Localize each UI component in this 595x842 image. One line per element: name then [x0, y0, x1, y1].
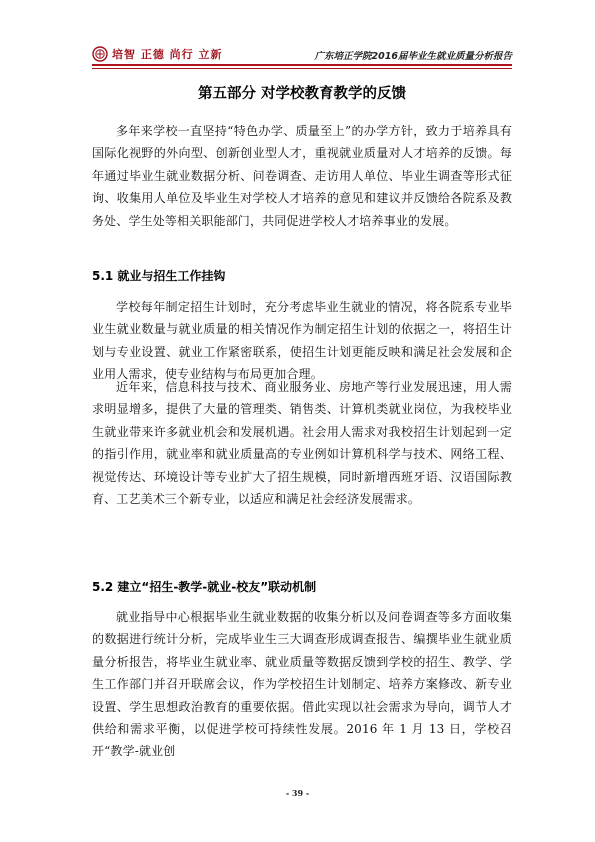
page-number: - 39 - — [285, 788, 310, 798]
section-heading-5-2: 5.2 建立“招生-教学-就业-校友”联动机制 — [92, 580, 317, 594]
section-5-1-paragraph-1: 学校每年制定招生计划时，充分考虑毕业生就业的情况，将各院系专业毕业生就业数量与就业质量的相关情况作为制定招生计划的依据之一，将招生计划与专业设置、就业工作紧密联系，使招生计划更能反映和满足社会发展和企业用人需求，使专业结构与布局更加合理。 — [92, 300, 512, 382]
section-heading-5-1: 5.1 就业与招生工作挂钩 — [92, 269, 226, 283]
header-rule-thick — [92, 64, 512, 66]
part-title: 第五部分 对学校教育教学的反馈 — [197, 86, 407, 102]
header-rule-thin — [92, 68, 512, 69]
page-header — [92, 40, 512, 62]
section-5-2-paragraph-1: 就业指导中心根据毕业生就业数据的收集分析以及问卷调查等多方面收集的数据进行统计分析，完成毕业生三大调查形成调查报告、编撰毕业生就业质量分析报告，将毕业生就业率、就业质量等数据反馈到学校的招生、教学、学生工作部门并召开联席会议，作为学校招生计划制定、培养方案修改、新专业设置、学生思想政治教育的重要依据。借此实现以社会需求为导向，调节人才供给和需求平衡，以促进学校可持续性发展。2016 年 1 月 13 日，学校召开“教学-就业创 — [92, 610, 512, 759]
intro-paragraph: 多年来学校一直坚持“特色办学、质量至上”的办学方针，致力于培养具有国际化视野的外向型、创新创业型人才，重视就业质量对人才培养的反馈。每年通过毕业生就业数据分析、问卷调查、走访用人单位、毕业生调查等形式征询、收集用人单位及毕业生对学校人才培养的意见和建议并反馈给各院系及教务处、学生处等相关职能部门，共同促进学校人才培养事业的发展。 — [92, 124, 512, 228]
school-seal-icon — [92, 46, 108, 62]
section-5-1-paragraph-2: 近年来，信息科技与技术、商业服务业、房地产等行业发展迅速，用人需求明显增多，提供了大量的管理类、销售类、计算机类就业岗位，为我校毕业生就业带来许多就业机会和发展机遇。社会用人需求对我校招生计划起到一定的指引作用，就业率和就业质量高的专业例如计算机科学与技术、网络工程、视觉传达、环境设计等专业扩大了招生规模，同时新增西班牙语、汉语国际教育、工艺美术三个新专业，以适应和满足社会经济发展需求。 — [92, 380, 512, 507]
report-title: 广东培正学院2016届毕业生就业质量分析报告 — [314, 51, 512, 62]
school-motto: 培智 正德 尚行 立新 — [112, 48, 223, 61]
school-logo — [92, 46, 223, 62]
